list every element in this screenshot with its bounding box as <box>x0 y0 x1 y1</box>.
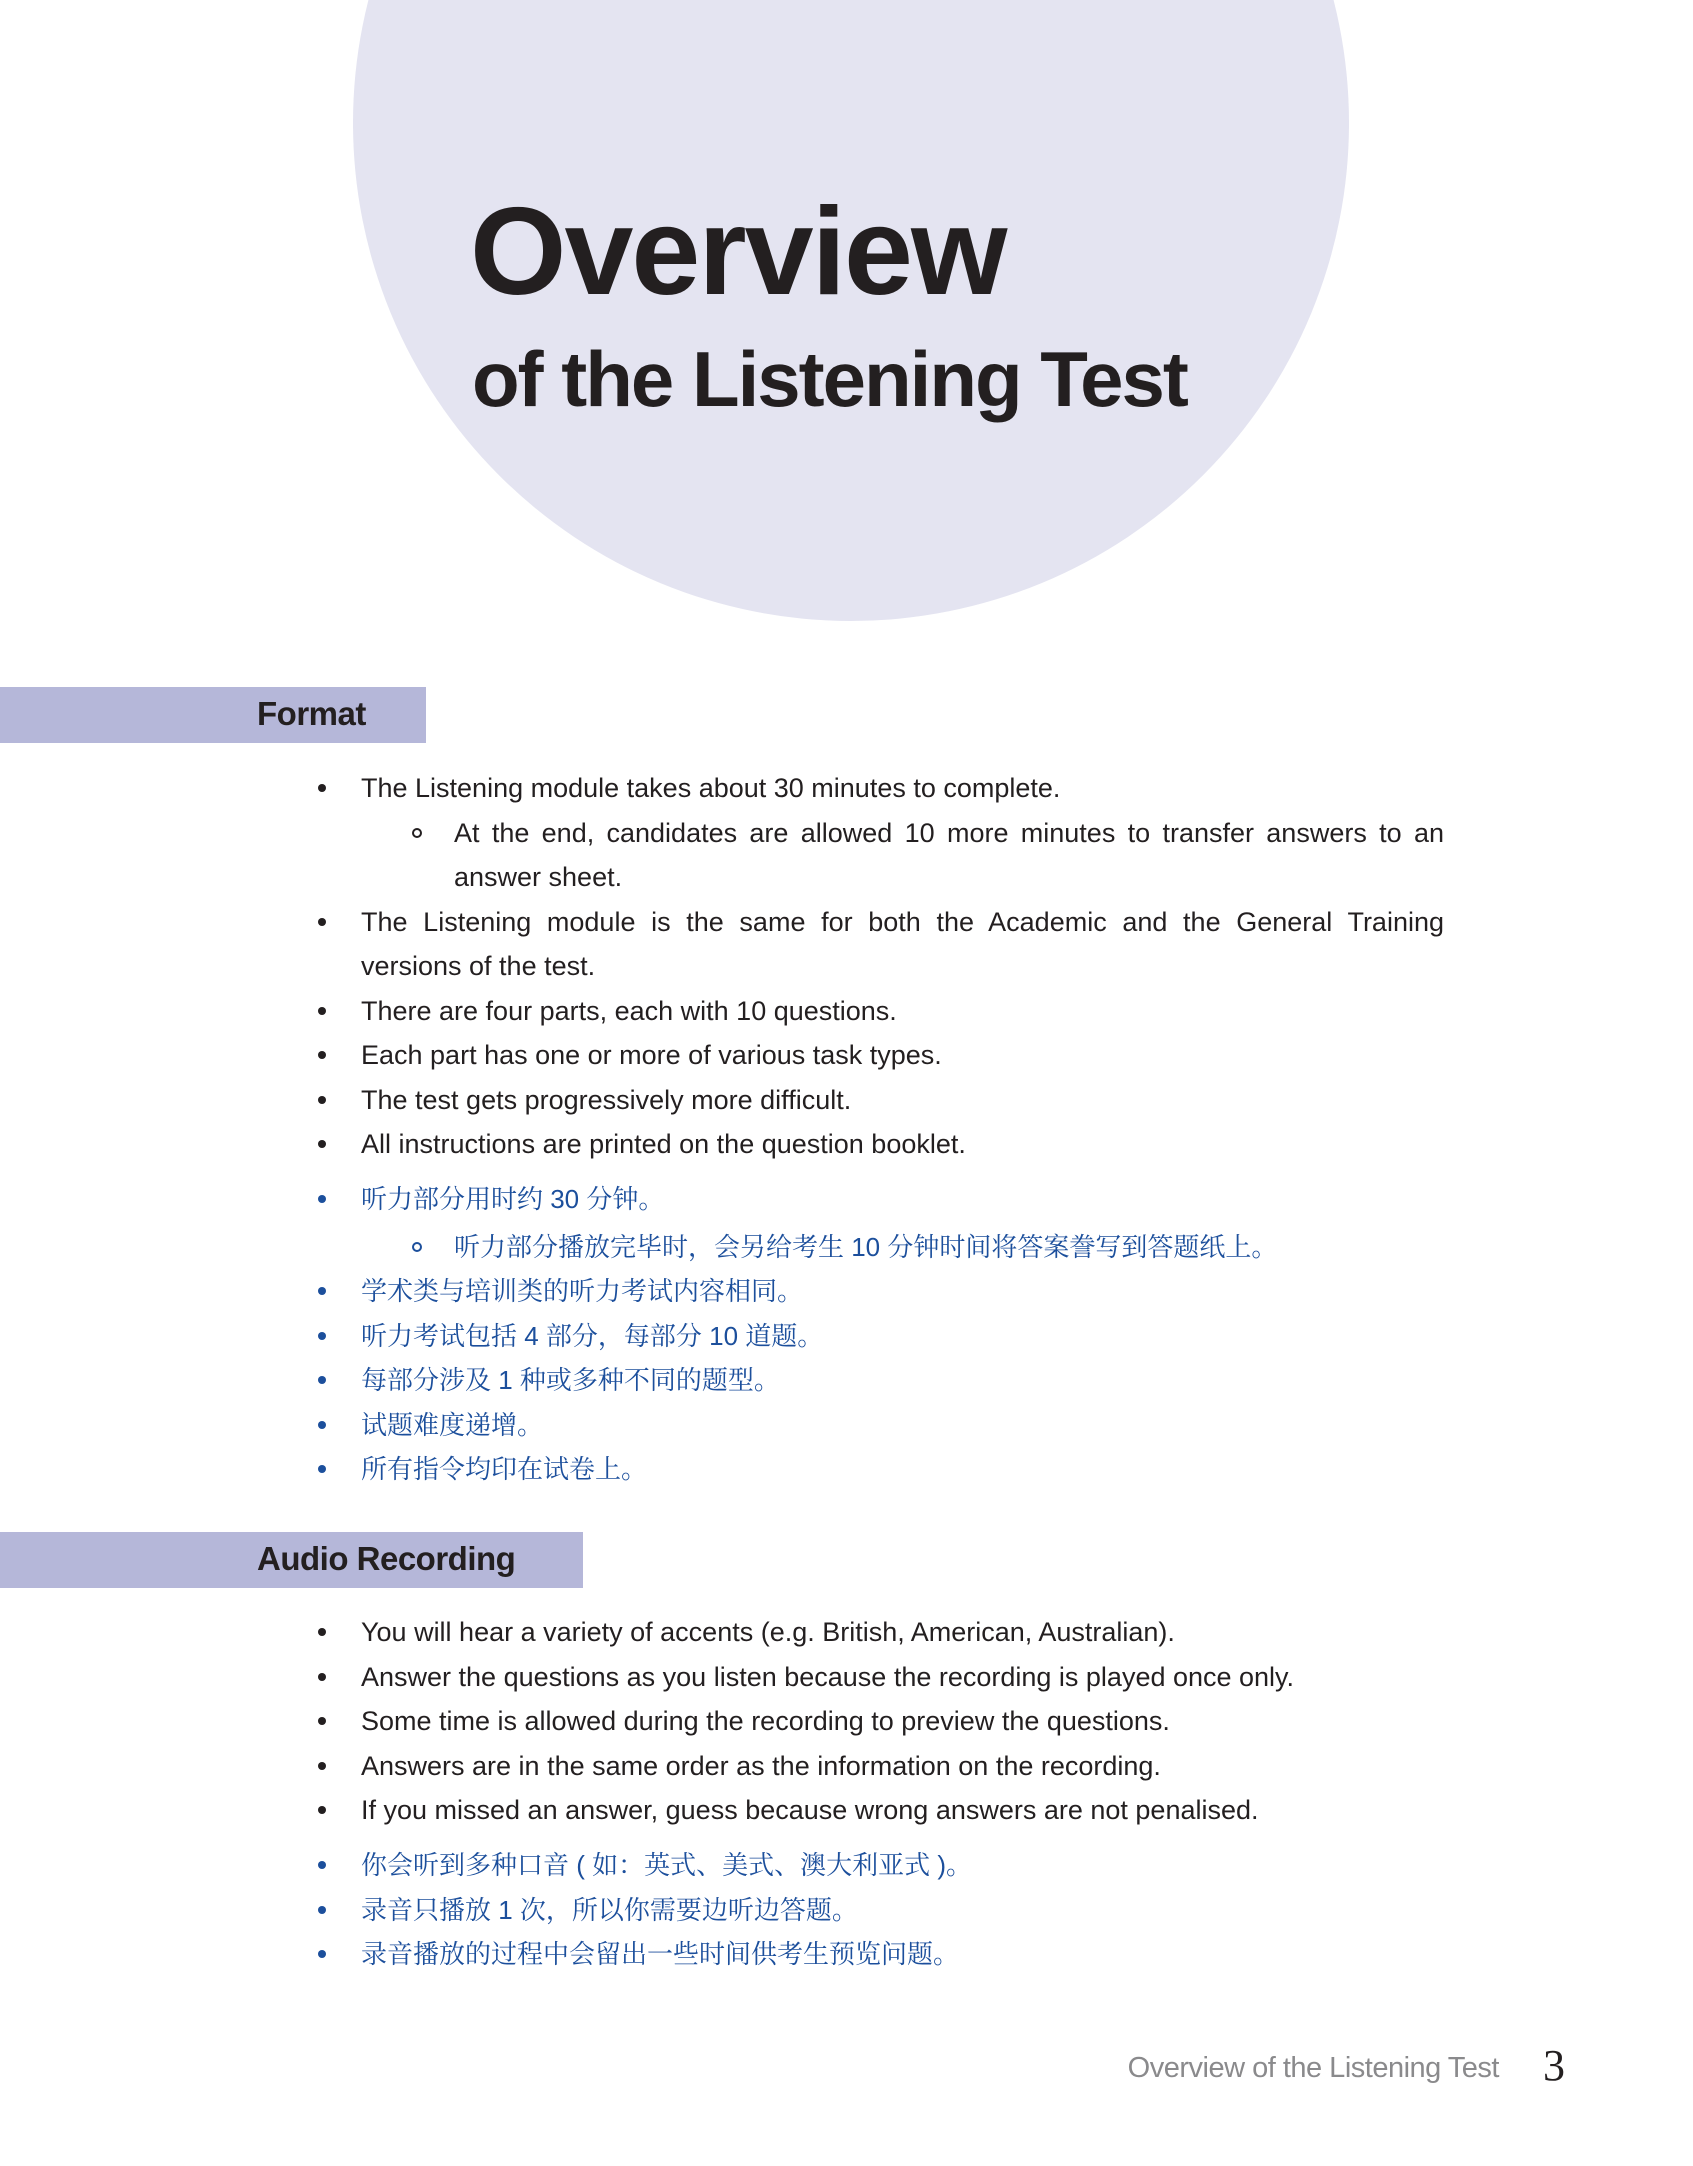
bullet-item: 听力部分用时约 30 分钟。 <box>318 1177 1444 1222</box>
bullet-item: 录音只播放 1 次，所以你需要边听边答题。 <box>318 1888 1444 1933</box>
section-heading-bar-audio <box>0 1532 583 1588</box>
bullet-item: Some time is allowed during the recording to preview the questions. <box>318 1699 1444 1744</box>
audio-english-list <box>318 1610 1444 1833</box>
bullet-item: The Listening module is the same for both the Academic and the General Training versions of the test. <box>318 900 1444 989</box>
bullet-item: Answer the questions as you listen because the recording is played once only. <box>318 1655 1444 1700</box>
format-chinese-list <box>318 1177 1444 1492</box>
bullet-item: 每部分涉及 1 种或多种不同的题型。 <box>318 1358 1444 1403</box>
bullet-item: There are four parts, each with 10 questions. <box>318 989 1444 1034</box>
bullet-item: Each part has one or more of various task types. <box>318 1033 1444 1078</box>
bullet-item: All instructions are printed on the question booklet. <box>318 1122 1444 1167</box>
bullet-item: 听力考试包括 4 部分，每部分 10 道题。 <box>318 1314 1444 1359</box>
section-heading: Audio Recording <box>257 1540 516 1577</box>
sub-bullet-item: At the end, candidates are allowed 10 more minutes to transfer answers to an answer sheet. <box>412 811 1444 900</box>
bullet-item: 你会听到多种口音 ( 如：英式、美式、澳大利亚式 )。 <box>318 1843 1444 1888</box>
bullet-item: 录音播放的过程中会留出一些时间供考生预览问题。 <box>318 1932 1444 1977</box>
bullet-item: The Listening module takes about 30 minutes to complete. <box>318 766 1444 811</box>
audio-chinese-list <box>318 1843 1444 1977</box>
bullet-item: 试题难度递增。 <box>318 1403 1444 1448</box>
bullet-item: Answers are in the same order as the information on the recording. <box>318 1744 1444 1789</box>
page-title: Overview <box>470 183 1006 321</box>
running-footer: Overview of the Listening Test <box>1127 2052 1499 2084</box>
bullet-item: 所有指令均印在试卷上。 <box>318 1447 1444 1492</box>
section-heading: Format <box>257 695 366 732</box>
bullet-item: 学术类与培训类的听力考试内容相同。 <box>318 1269 1444 1314</box>
section-heading-bar-format <box>0 687 426 743</box>
bullet-item: You will hear a variety of accents (e.g. British, American, Australian). <box>318 1610 1444 1655</box>
page-number: 3 <box>1543 2041 1565 2090</box>
page-subtitle: of the Listening Test <box>472 335 1187 423</box>
sub-bullet-item: 听力部分播放完毕时，会另给考生 10 分钟时间将答案誊写到答题纸上。 <box>412 1225 1444 1270</box>
format-english-list <box>318 766 1444 1167</box>
bullet-item: If you missed an answer, guess because wrong answers are not penalised. <box>318 1788 1444 1833</box>
bullet-item: The test gets progressively more difficult. <box>318 1078 1444 1123</box>
